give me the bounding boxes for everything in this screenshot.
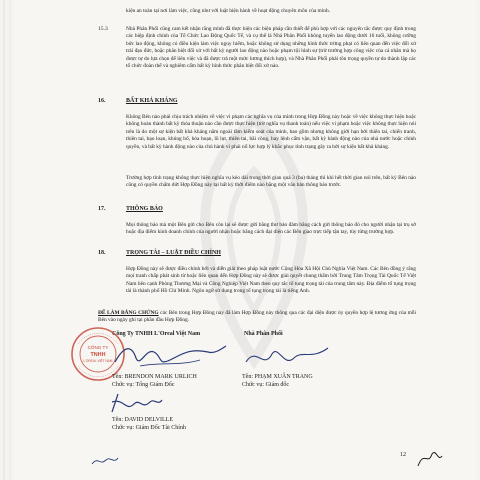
- signer-title: Chức vụ: Giám đốc: [242, 382, 290, 388]
- signer-title: Chức vụ: Giám Đốc Tài Chính: [112, 425, 186, 431]
- section-number: 18.: [98, 250, 106, 256]
- section-16-paragraph: Không Bên nào phải chịu trách nhiệm về việc vi phạm các nghĩa vụ của mình trong Hợp Đồng này hoặc về việc không thực hiện hoặc không hoàn thành bất kỳ thỏa thuận nào cần được thực hiện (trừ nghĩa vụ thanh toán) nếu việc vi phạm hoặc việc không thực hiện nói trên là do một sự kiện bất khả kháng nằm ngoài tầm kiểm soát của mình, bao gồm nhưng không giới hạn bởi thiên tai, chiến tranh, thiên tai, bạo loạn, khủng bố, hỏa hoạn, lũ lụt, thiên tai, bãi công, hay lệnh cấm vận, bất kỳ hành động nào của nhà nước hoặc chính quyền, và bất kỳ hành động nào của chủ hành vi phái nổ lực hợp lý khắc phục tình trạng gây ra bởi sự kiện bất khả kháng.: [126, 114, 416, 150]
- clause-15-3-text: Nhà Phân Phối cũng cam kết nhận rằng mình đã thực hiện các biện pháp cần thiết để phù hợp với các nguyên tắc được quy định trong các hiệp định chính của Tổ Chức Lao Động Quốc Tế, và cụ thể là Nhà Phân Phối không tuyển lao động dưới 16 tuổi, không cưỡng bức lao động, không có điều kiện làm việc nguy hiểm, hoặc không sử dụng những hình thức trừng phạt có liên quan đến việc đối xử trái đạo đức, hoặc phân biệt đối xử với bất kỳ người lao động nào hoặc phạm tội hình sự (trừ trường hợp công việc của cá nhân mà họ được tự do lựa chọn để liên việc và đã được trả một mức lương thích hợp), và Nhà Phân Phối phải tôn trọng quyền tự do thành lập các tổ chức đoàn thể và nghiêm cấm bất kỳ hình thức phân biệt đối xử nào.: [126, 26, 416, 70]
- witness-text: các Bên trong Hợp Đồng này đã làm Hợp Đồng này thông qua các đại diện được ủy quyền hợp lệ tương ứng của mỗi Bên vào ngày ghi tại phần đầu Hợp Đồng.: [98, 310, 416, 324]
- signer-title: Chức vụ: Tổng Giám Đốc: [112, 382, 175, 388]
- seal-text: CÔNG TY: [87, 345, 109, 350]
- page-edge-marks: [0, 0, 14, 480]
- signer-name: Tên: DAVID DELVILLE: [112, 417, 173, 423]
- section-16-paragraph: Trường hợp tình trạng không thực hiện nghĩa vụ kéo dài trong thời gian quá 3 (ba) tháng thì khi hết thời gian nói trên, bất kỳ Bên nào cũng có quyền chấm dứt Hợp Đồng này tại bất kỳ thời điểm nào bằng một văn bản thông báo trước.: [126, 175, 416, 189]
- section-title: THÔNG BÁO: [126, 206, 163, 212]
- continuation-text: kiện an toàn tại nơi làm việc, cũng như với luật hiện hành về hoạt động chuyên môn của mình.: [126, 8, 330, 14]
- section-18-paragraph: Hợp Đồng này sẽ được điều chỉnh bởi và diễn giải theo pháp luật nước Cộng Hòa Xã Hội Chủ Nghĩa Việt Nam. Các Bên đồng ý rằng mọi tranh chấp phát sinh từ hoặc liên quan đến Hợp Đồng này sẽ được giải quyết chung thẩm bởi Trung Tâm Trọng Tài Quốc Tế Việt Nam bên cạnh Phòng Thương Mại và Công Nghiệp Việt Nam theo quy tắc tố tụng trọng tài của trung tâm này. Địa điểm tố tụng trọng tài là thành phố Hồ Chí Minh. Ngôn ngữ sử dụng trong tố tụng trọng tài là tiếng Anh.: [126, 266, 416, 295]
- witness-lead: ĐỂ LÀM BẰNG CHỨNG: [98, 310, 159, 316]
- section-17-paragraph: Mọi thông báo mà một Bên gửi cho Bên còn lại sẽ được gửi bằng thư bảo đảm bằng cách gửi thông báo đó cho người nhận tại trụ sở hoặc địa điểm kinh doanh chính của người nhận hoặc bằng cách đại diện các Bên giao trực tiếp tận tay, tùy từng trường hợp.: [126, 222, 416, 236]
- section-title: BẤT KHẢ KHÁNG: [126, 98, 178, 104]
- seal-text: L'OREAL VIỆT NAM: [83, 359, 113, 363]
- party-b-name: Nhà Phân Phối: [244, 331, 283, 337]
- seal-text: TNHH: [90, 352, 106, 358]
- signature-b: [242, 340, 332, 374]
- page-number: 12: [400, 452, 406, 458]
- signer-name: Tên: BRENDON MARK URLICH: [112, 374, 197, 380]
- initials-right: [414, 446, 444, 470]
- signer-name: Tên: PHẠM XUÂN TRANG: [242, 374, 313, 380]
- witness-clause: [98, 310, 416, 325]
- party-a-name: Công Ty TNHH L'Oreal Việt Nam: [112, 331, 201, 337]
- section-number: 17.: [98, 206, 106, 212]
- signature-a1: [110, 336, 230, 374]
- section-title: TRỌNG TÀI – LUẬT ĐIỀU CHỈNH: [126, 250, 221, 256]
- clause-number: 15.3: [98, 26, 108, 32]
- section-number: 16.: [98, 98, 106, 104]
- document-sheet: [14, 0, 476, 480]
- initials-left: [90, 452, 120, 470]
- signature-a2: [106, 388, 166, 418]
